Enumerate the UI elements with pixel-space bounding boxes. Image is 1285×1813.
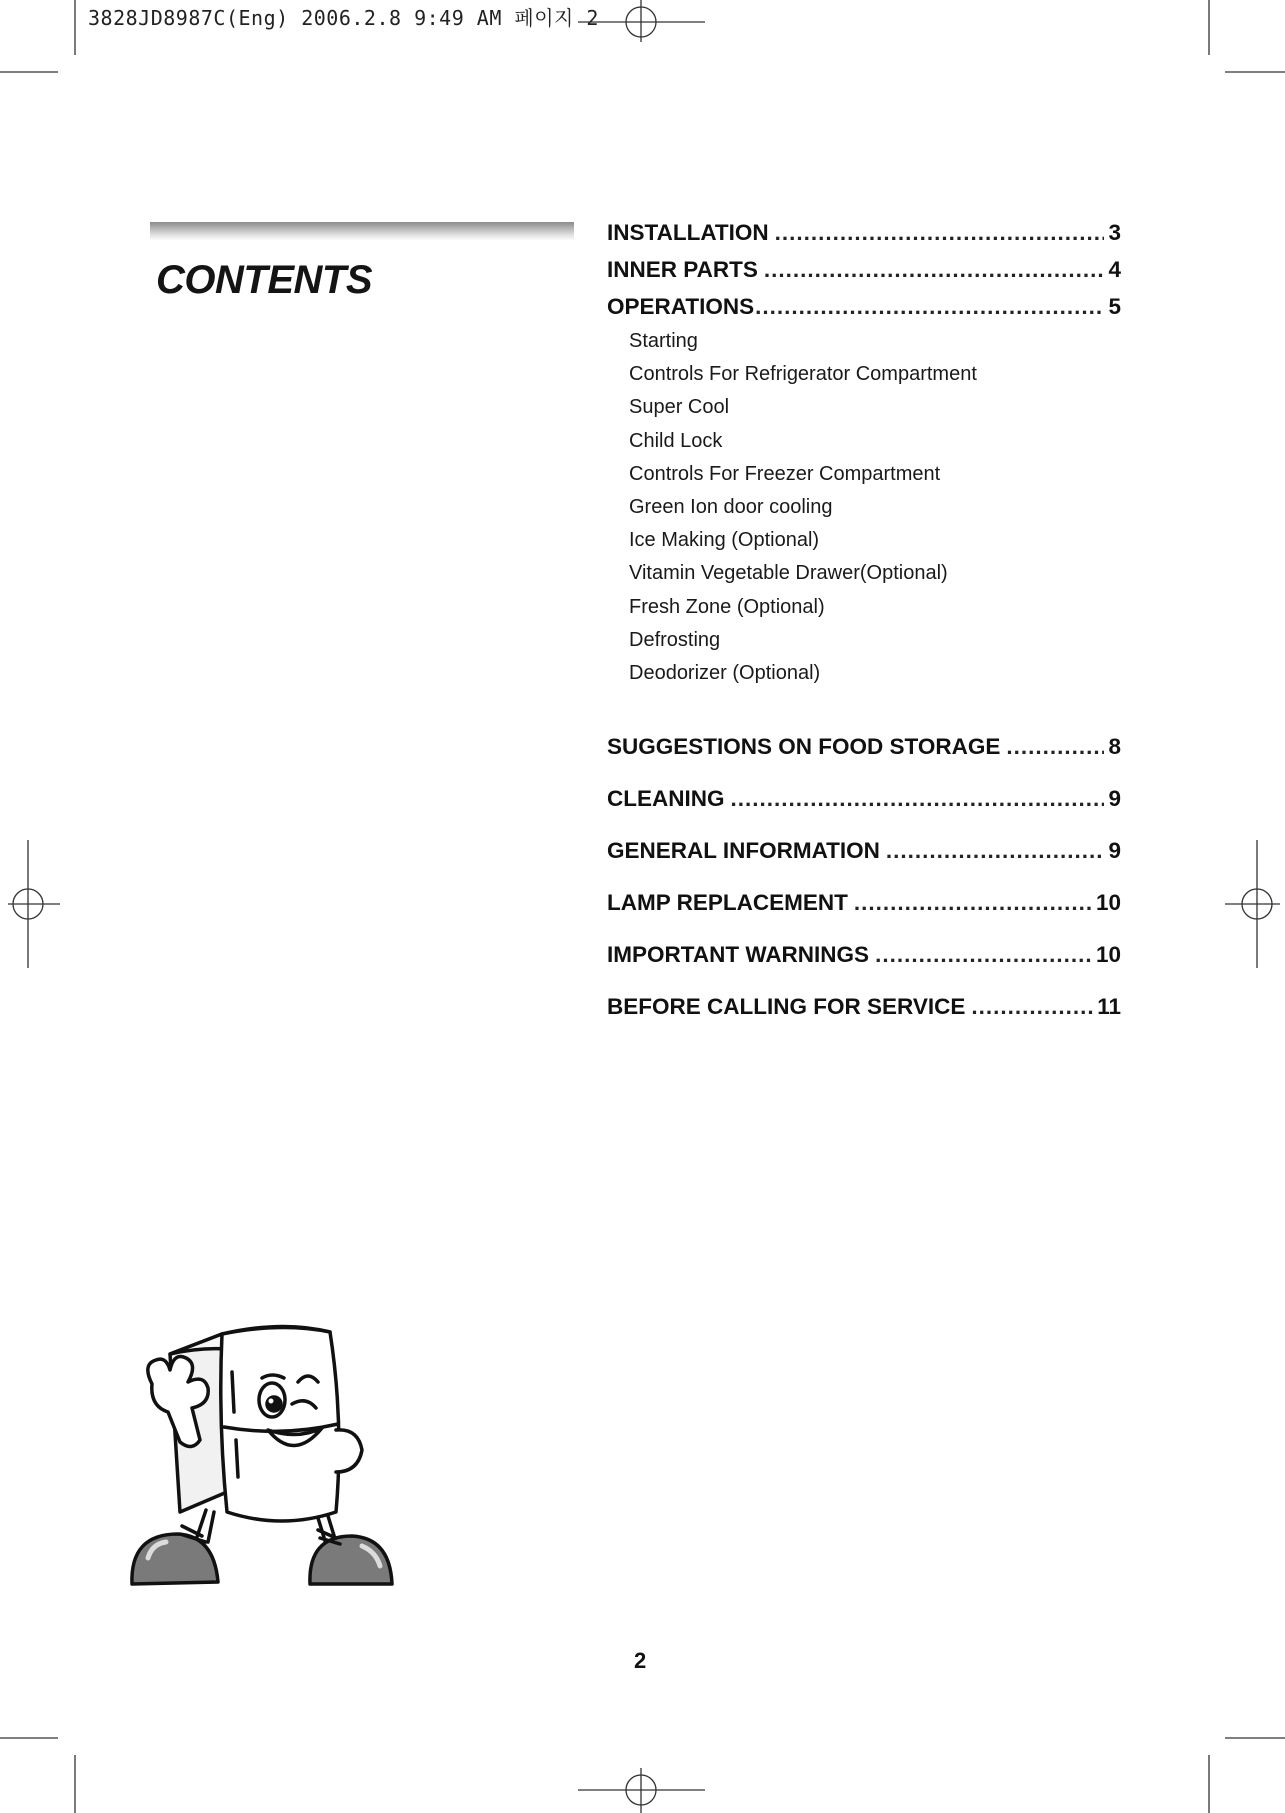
dot-leader [764,251,1105,288]
registration-mark-top-icon [578,0,705,42]
dot-leader [886,832,1105,869]
toc-entry-label: IMPORTANT WARNINGS [607,942,870,968]
toc-entry-page: 10 [1095,942,1121,968]
toc-entry-general-information[interactable] [607,832,1121,869]
toc-entry-important-warnings[interactable] [607,936,1121,973]
operations-subitems [607,325,1121,690]
toc-subitem[interactable]: Defrosting [629,628,721,651]
toc-entry-page: 4 [1108,257,1121,282]
toc-subitem[interactable]: Controls For Refrigerator Compartment [629,363,977,386]
toc-entry-label: CLEANING [607,786,725,812]
toc-entry-operations[interactable] [607,288,1121,325]
toc-entry-before-calling-for-service[interactable] [607,988,1121,1025]
registration-mark-left-icon [8,840,60,968]
toc-subitem[interactable]: Child Lock [629,429,723,452]
toc-subitem[interactable]: Fresh Zone (Optional) [629,595,825,618]
toc-entry-page: 9 [1108,838,1121,864]
toc-entry-inner-parts[interactable] [607,251,1121,288]
toc-entry-label: LAMP REPLACEMENT [607,890,848,916]
toc-subitem[interactable]: Ice Making (Optional) [629,529,820,552]
dot-leader [854,884,1092,921]
registration-mark-right-icon [1225,840,1280,968]
dot-leader [971,988,1093,1025]
toc-subitem[interactable]: Green Ion door cooling [629,495,833,518]
toc-entry-label: SUGGESTIONS ON FOOD STORAGE [607,734,1001,760]
page-number: 2 [634,1648,647,1673]
toc-entry-page: 3 [1108,220,1121,245]
toc-entry-page: 5 [1108,294,1121,319]
dot-leader [1006,728,1104,765]
toc-entry-food-storage[interactable] [607,728,1121,765]
toc-entry-page: 8 [1108,734,1121,760]
toc-entry-label: BEFORE CALLING FOR SERVICE [607,994,966,1020]
toc-entry-page: 9 [1108,786,1121,812]
toc-entry-cleaning[interactable] [607,780,1121,817]
toc-subitem[interactable]: Starting [629,330,698,352]
toc-subitem[interactable]: Vitamin Vegetable Drawer(Optional) [629,562,948,585]
print-header: 3828JD8987C(Eng) 2006.2.8 9:49 AM 페이지 2 [88,6,599,30]
toc-entry-lamp-replacement[interactable] [607,884,1121,921]
toc-entry-label: INNER PARTS [607,257,758,282]
dot-leader [775,214,1105,251]
toc-subitem[interactable]: Super Cool [629,396,730,419]
registration-mark-bottom-icon [578,1768,705,1813]
dot-leader [731,780,1105,817]
title-gradient-bar [150,222,574,240]
refrigerator-mascot-icon [122,1312,462,1602]
toc-entry-label: GENERAL INFORMATION [607,838,880,864]
toc-entry-installation[interactable] [607,214,1121,251]
toc-entry-label: OPERATIONS [607,294,755,319]
toc-entry-page: 11 [1097,994,1121,1020]
dot-leader [875,936,1092,973]
toc-entry-page: 10 [1095,890,1121,916]
page-title: CONTENTS [156,258,372,302]
toc-entry-label: INSTALLATION [607,220,769,245]
toc-subitem[interactable]: Controls For Freezer Compartment [629,462,941,485]
dot-leader [755,288,1104,325]
toc-subitem[interactable]: Deodorizer (Optional) [629,661,821,684]
table-of-contents [607,214,1121,1040]
toc-spacer [607,690,1121,728]
